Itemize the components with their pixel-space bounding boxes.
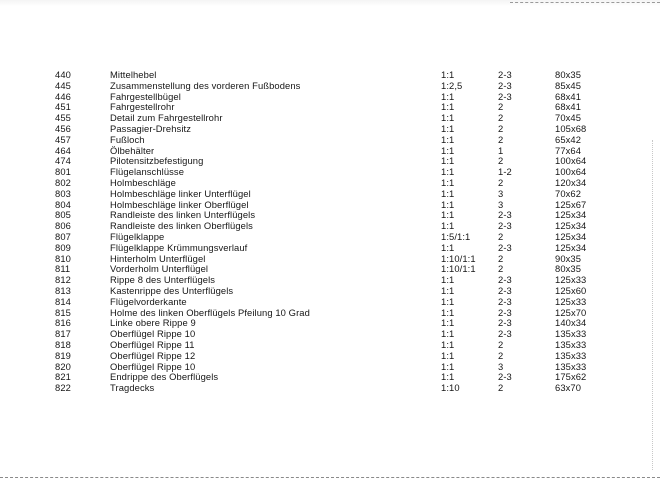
part-sheets: 2-3 bbox=[498, 90, 512, 102]
part-sheets: 2-3 bbox=[498, 79, 512, 91]
part-sheets: 2-3 bbox=[498, 317, 512, 329]
part-description: Detail zum Fahrgestellrohr bbox=[110, 112, 223, 124]
part-scale: 1:1 bbox=[441, 144, 455, 156]
part-description: Holmbeschläge bbox=[110, 176, 176, 188]
part-sheets: 2-3 bbox=[498, 371, 512, 383]
table-row bbox=[0, 81, 660, 92]
part-scale: 1:10 bbox=[441, 382, 460, 394]
part-description: Flügelklappe Krümmungsverlauf bbox=[110, 241, 248, 253]
part-size: 68x41 bbox=[555, 101, 582, 113]
table-row bbox=[0, 351, 660, 362]
part-size: 125x33 bbox=[555, 274, 587, 286]
part-scale: 1:1 bbox=[441, 295, 455, 307]
part-number: 804 bbox=[55, 198, 71, 210]
part-description: Holmbeschläge linker Unterflügel bbox=[110, 187, 251, 199]
part-scale: 1:1 bbox=[441, 90, 455, 102]
part-description: Tragdecks bbox=[110, 382, 155, 394]
bottom-edge-rule bbox=[0, 477, 660, 478]
part-size: 77x64 bbox=[555, 144, 582, 156]
part-size: 175x62 bbox=[555, 371, 587, 383]
part-sheets: 2-3 bbox=[498, 295, 512, 307]
part-description: Flügelvorderkante bbox=[110, 295, 187, 307]
part-size: 68x41 bbox=[555, 90, 582, 102]
part-size: 70x62 bbox=[555, 187, 582, 199]
part-description: Fußloch bbox=[110, 133, 145, 145]
part-sheets: 2 bbox=[498, 338, 504, 350]
part-sheets: 1-2 bbox=[498, 166, 512, 178]
part-number: 819 bbox=[55, 349, 71, 361]
part-size: 135x33 bbox=[555, 338, 587, 350]
part-size: 65x42 bbox=[555, 133, 582, 145]
part-description: Randleiste des linken Unterflügels bbox=[110, 209, 256, 221]
part-scale: 1:1 bbox=[441, 112, 455, 124]
part-number: 464 bbox=[55, 144, 71, 156]
part-number: 820 bbox=[55, 360, 71, 372]
part-number: 810 bbox=[55, 252, 71, 264]
part-description: Flügelanschlüsse bbox=[110, 166, 185, 178]
part-sheets: 2-3 bbox=[498, 284, 512, 296]
part-size: 125x33 bbox=[555, 295, 587, 307]
part-size: 70x45 bbox=[555, 112, 582, 124]
part-number: 814 bbox=[55, 295, 71, 307]
part-sheets: 2 bbox=[498, 382, 504, 394]
part-description: Linke obere Rippe 9 bbox=[110, 317, 196, 329]
part-number: 802 bbox=[55, 176, 71, 188]
part-scale: 1:1 bbox=[441, 133, 455, 145]
part-description: Holmbeschläge linker Oberflügel bbox=[110, 198, 249, 210]
part-description: Randleiste des linken Oberflügels bbox=[110, 220, 253, 232]
part-description: Holme des linken Oberflügels Pfeilung 10 Grad bbox=[110, 306, 310, 318]
part-description: Oberflügel Rippe 11 bbox=[110, 338, 195, 350]
part-number: 811 bbox=[55, 263, 71, 275]
table-row bbox=[0, 297, 660, 308]
part-description: Pilotensitzbefestigung bbox=[110, 155, 204, 167]
part-scale: 1:1 bbox=[441, 155, 455, 167]
part-size: 125x34 bbox=[555, 230, 587, 242]
part-number: 451 bbox=[55, 101, 71, 113]
part-number: 812 bbox=[55, 274, 71, 286]
part-description: Fahrgestellrohr bbox=[110, 101, 175, 113]
part-size: 135x33 bbox=[555, 328, 587, 340]
part-sheets: 2 bbox=[498, 155, 504, 167]
part-sheets: 2-3 bbox=[498, 241, 512, 253]
part-number: 456 bbox=[55, 122, 71, 134]
part-sheets: 2-3 bbox=[498, 328, 512, 340]
part-sheets: 2-3 bbox=[498, 220, 512, 232]
part-scale: 1:2,5 bbox=[441, 79, 463, 91]
part-scale: 1:1 bbox=[441, 198, 455, 210]
part-size: 125x34 bbox=[555, 220, 587, 232]
part-scale: 1:1 bbox=[441, 360, 455, 372]
part-scale: 1:1 bbox=[441, 187, 455, 199]
part-number: 809 bbox=[55, 241, 71, 253]
part-sheets: 2 bbox=[498, 101, 504, 113]
part-size: 85x45 bbox=[555, 79, 582, 91]
part-scale: 1:1 bbox=[441, 306, 455, 318]
part-description: Fahrgestellbügel bbox=[110, 90, 181, 102]
part-size: 90x35 bbox=[555, 252, 582, 264]
part-sheets: 2 bbox=[498, 230, 504, 242]
part-size: 125x70 bbox=[555, 306, 587, 318]
part-description: Hinterholm Unterflügel bbox=[110, 252, 206, 264]
part-description: Oberflügel Rippe 10 bbox=[110, 328, 196, 340]
part-sheets: 2-3 bbox=[498, 69, 512, 80]
part-size: 63x70 bbox=[555, 382, 582, 394]
part-sheets: 2 bbox=[498, 263, 504, 275]
table-row bbox=[0, 243, 660, 254]
part-sheets: 1 bbox=[498, 144, 504, 156]
part-number: 440 bbox=[55, 69, 71, 80]
part-number: 445 bbox=[55, 79, 71, 91]
part-scale: 1:1 bbox=[441, 338, 455, 350]
part-sheets: 2-3 bbox=[498, 274, 512, 286]
part-size: 80x35 bbox=[555, 69, 582, 80]
part-number: 807 bbox=[55, 230, 71, 242]
part-number: 817 bbox=[55, 328, 71, 340]
part-sheets: 2 bbox=[498, 252, 504, 264]
part-scale: 1:1 bbox=[441, 284, 455, 296]
part-size: 100x64 bbox=[555, 155, 587, 167]
part-description: Oberflügel Rippe 12 bbox=[110, 349, 196, 361]
part-scale: 1:1 bbox=[441, 349, 455, 361]
part-number: 803 bbox=[55, 187, 71, 199]
part-description: Flügelklappe bbox=[110, 230, 165, 242]
part-scale: 1:1 bbox=[441, 69, 455, 80]
part-number: 806 bbox=[55, 220, 71, 232]
part-description: Ölbehälter bbox=[110, 144, 155, 156]
table-row bbox=[0, 189, 660, 200]
table-row bbox=[0, 383, 660, 394]
part-number: 816 bbox=[55, 317, 71, 329]
part-size: 100x64 bbox=[555, 166, 587, 178]
part-description: Endrippe des Oberflügels bbox=[110, 371, 219, 383]
part-description: Vorderholm Unterflügel bbox=[110, 263, 209, 275]
part-size: 105x68 bbox=[555, 122, 587, 134]
part-scale: 1:1 bbox=[441, 317, 455, 329]
scan-edge-shadow bbox=[0, 0, 660, 6]
part-description: Mittelhebel bbox=[110, 69, 157, 80]
table-row bbox=[0, 135, 660, 146]
part-sheets: 2 bbox=[498, 112, 504, 124]
part-sheets: 3 bbox=[498, 360, 504, 372]
part-sheets: 2-3 bbox=[498, 306, 512, 318]
part-number: 801 bbox=[55, 166, 71, 178]
part-scale: 1:1 bbox=[441, 166, 455, 178]
part-size: 135x33 bbox=[555, 360, 587, 372]
parts-list bbox=[0, 70, 660, 394]
part-description: Rippe 8 des Unterflügels bbox=[110, 274, 216, 286]
part-sheets: 2 bbox=[498, 176, 504, 188]
part-sheets: 3 bbox=[498, 198, 504, 210]
part-scale: 1:10/1:1 bbox=[441, 263, 476, 275]
part-scale: 1:1 bbox=[441, 371, 455, 383]
part-number: 821 bbox=[55, 371, 71, 383]
part-description: Oberflügel Rippe 10 bbox=[110, 360, 196, 372]
part-description: Zusammenstellung des vorderen Fußbodens bbox=[110, 79, 301, 91]
part-size: 140x34 bbox=[555, 317, 587, 329]
part-number: 455 bbox=[55, 112, 71, 124]
part-number: 813 bbox=[55, 284, 71, 296]
part-size: 125x34 bbox=[555, 209, 587, 221]
part-number: 818 bbox=[55, 338, 71, 350]
part-scale: 1:1 bbox=[441, 241, 455, 253]
part-scale: 1:1 bbox=[441, 176, 455, 188]
part-size: 80x35 bbox=[555, 263, 582, 275]
part-number: 474 bbox=[55, 155, 71, 167]
part-scale: 1:1 bbox=[441, 328, 455, 340]
part-sheets: 2-3 bbox=[498, 209, 512, 221]
part-description: Kastenrippe des Unterflügels bbox=[110, 284, 234, 296]
part-scale: 1:10/1:1 bbox=[441, 252, 476, 264]
part-number: 822 bbox=[55, 382, 71, 394]
part-number: 805 bbox=[55, 209, 71, 221]
part-sheets: 2 bbox=[498, 122, 504, 134]
part-sheets: 2 bbox=[498, 349, 504, 361]
part-size: 125x67 bbox=[555, 198, 587, 210]
part-size: 120x34 bbox=[555, 176, 587, 188]
part-size: 135x33 bbox=[555, 349, 587, 361]
part-description: Passagier-Drehsitz bbox=[110, 122, 191, 134]
part-scale: 1:1 bbox=[441, 220, 455, 232]
part-sheets: 3 bbox=[498, 187, 504, 199]
top-edge-rule bbox=[510, 2, 660, 3]
part-size: 125x60 bbox=[555, 284, 587, 296]
part-number: 815 bbox=[55, 306, 71, 318]
part-number: 457 bbox=[55, 133, 71, 145]
part-scale: 1:5/1:1 bbox=[441, 230, 471, 242]
part-scale: 1:1 bbox=[441, 274, 455, 286]
part-number: 446 bbox=[55, 90, 71, 102]
part-scale: 1:1 bbox=[441, 209, 455, 221]
part-sheets: 2 bbox=[498, 133, 504, 145]
part-size: 125x34 bbox=[555, 241, 587, 253]
part-scale: 1:1 bbox=[441, 101, 455, 113]
part-scale: 1:1 bbox=[441, 122, 455, 134]
